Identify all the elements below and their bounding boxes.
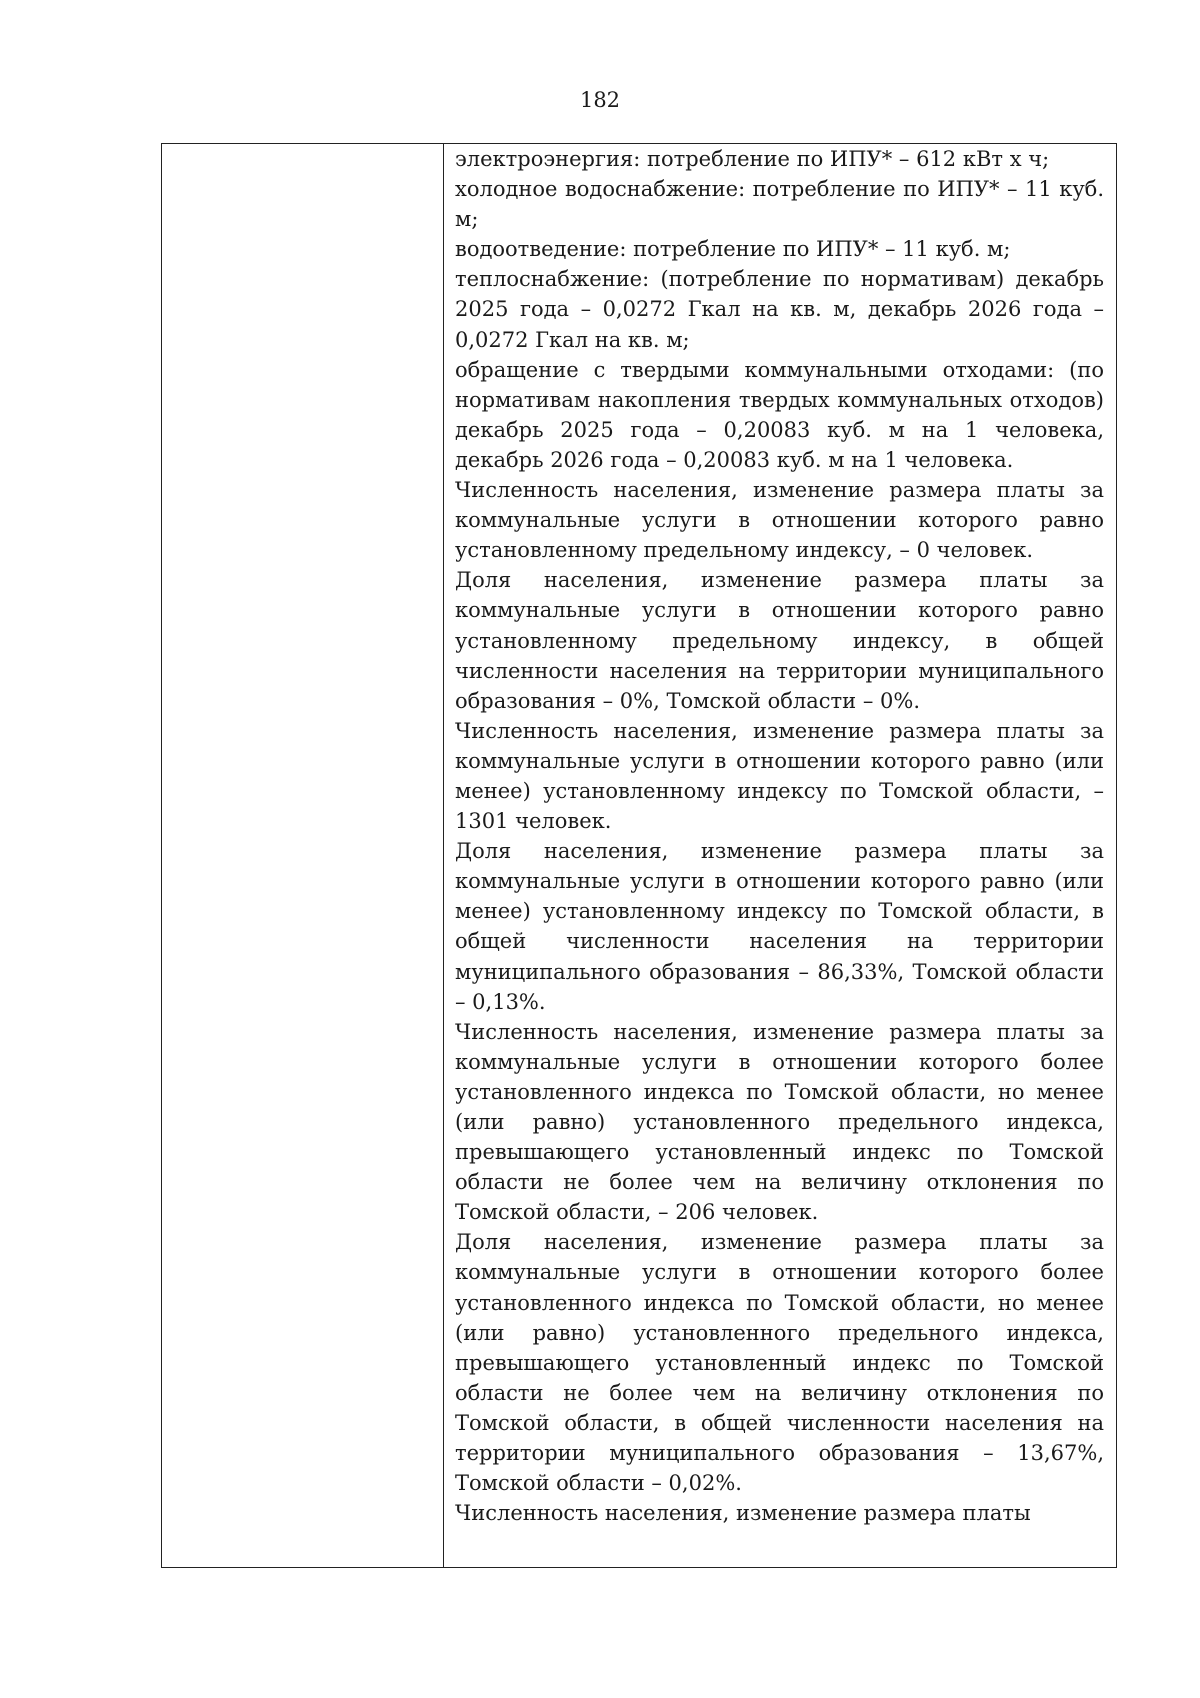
table-right-cell	[444, 144, 1116, 1567]
paragraph-population-above-index: Численность населения, изменение размера платы за коммунальные услуги в отношении которого более установленного индекса по Томской области, но менее (или равно) установленного предельного индекса, превышающего установленный индекс по Томской области не более чем на величину отклонения по Томской области, – 206 человек.	[455, 1019, 1104, 1225]
paragraph-share-above-index: Доля населения, изменение размера платы за коммунальные услуги в отношении которого более установленного индекса по Томской области, но менее (или равно) установленного предельного индекса, превышающего установленный индекс по Томской области не более чем на величину отклонения по Томской области, в общей численности населения на территории муниципального образования – 13,67%, Томской области – 0,02%.	[455, 1230, 1104, 1496]
table-left-cell	[162, 144, 444, 1567]
paragraph-population-continued: Численность населения, изменение размера платы	[455, 1501, 1031, 1526]
content-table	[161, 143, 1117, 1568]
paragraph-population-below-index: Численность населения, изменение размера платы за коммунальные услуги в отношении которого равно (или менее) установленному индексу по Томской области, – 1301 человек.	[455, 718, 1104, 834]
paragraph-drainage: водоотведение: потребление по ИПУ* – 11 куб. м;	[455, 237, 1011, 262]
paragraph-cold-water: холодное водоснабжение: потребление по ИПУ* – 11 куб. м;	[455, 177, 1104, 232]
paragraph-share-equal-limit: Доля населения, изменение размера платы за коммунальные услуги в отношении которого равно установленному предельному индексу, в общей численности населения на территории муниципального образования – 0%, Томской области – 0%.	[455, 568, 1104, 713]
page-number: 182	[579, 88, 621, 112]
paragraph-solid-waste: обращение с твердыми коммунальными отходами: (по нормативам накопления твердых коммунальных отходов) декабрь 2025 года – 0,20083 куб. м на 1 человека, декабрь 2026 года – 0,20083 куб. м на 1 человека.	[455, 357, 1104, 472]
paragraph-population-equal-limit: Численность населения, изменение размера платы за коммунальные услуги в отношении которого равно установленному предельному индексу, – 0 человек.	[455, 478, 1104, 563]
paragraph-electricity: электроэнергия: потребление по ИПУ* – 612 кВт х ч;	[455, 147, 1050, 171]
paragraph-share-below-index: Доля населения, изменение размера платы за коммунальные услуги в отношении которого равно (или менее) установленному индексу по Томской области, в общей численности населения на территории муниципального образования – 86,33%, Томской области – 0,13%.	[455, 839, 1104, 1014]
paragraph-heating: теплоснабжение: (потребление по нормативам) декабрь 2025 года – 0,0272 Гкал на кв. м, декабрь 2026 года – 0,0272 Гкал на кв. м;	[455, 267, 1104, 352]
